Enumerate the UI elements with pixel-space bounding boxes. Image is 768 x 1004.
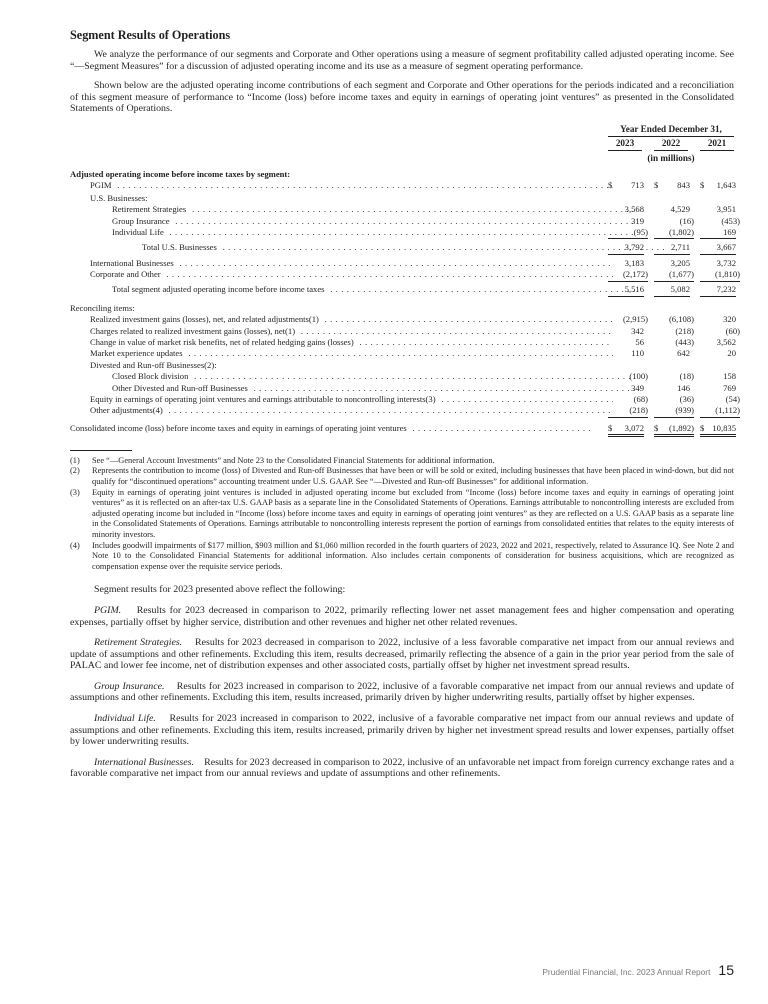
footnote-divider — [70, 450, 132, 451]
cell-2023: 3,568 — [624, 204, 644, 215]
cell-2022: (443) — [675, 337, 694, 348]
intro-paragraph-2: Shown below are the adjusted operating income contributions of each segment and Corporate and Other operations for the periods indicated and a reconciliation of this segment measure of performance to “Income (loss) before income taxes and equity in earnings of operating joint ventures” as presented in the Consolidated Statements of Operations. — [70, 80, 734, 115]
cell-2021: 3,951 — [716, 204, 736, 215]
table-row-market-risk-benefits — [70, 337, 734, 348]
cell-2023: 349 — [631, 382, 644, 393]
cell-2022: 3,205 — [670, 257, 690, 268]
cell-2023: (95) — [608, 227, 648, 239]
intro-paragraph-1: We analyze the performance of our segments and Corporate and Other operations using a measure of segment profitability called adjusted operating income. See “—Segment Measures” for a discussion of adjusted operating income and its use as a measure of segment operating performance. — [70, 49, 734, 72]
cell-2022: (6,108) — [668, 314, 694, 325]
footnote-1: (1) See “—General Account Investments” and Note 23 to the Consolidated Financial Statements for additional information. — [70, 455, 495, 465]
segment-narrative — [70, 584, 734, 780]
narrative-pgim: PGIM. Results for 2023 decreased in comparison to 2022, primarily reflecting lower net asset management fees and higher compensation and operating expenses, partially offset by higher service, distribution and other revenues and higher net other related revenues. — [70, 604, 734, 628]
footnotes — [70, 456, 734, 573]
footnote-3: (3) Equity in earnings of operating joint ventures is included in adjusted operating income but excluded from “Income (loss) before income taxes and equity in earnings of operating joint ventures” as it is reflected on an after-tax U.S. GAAP basis as a separate line in the Consolidated Statements of Operations. Earnings attributable to noncontrolling interests are excluded from adjusted operating income but included in “Income (loss) before income taxes and equity in earnings of operating joint ventures” as they are reflected on a U.S. GAAP basis as a separate line in the Consolidated Statements of Operations. Earnings attributable to noncontrolling interests represent the portion of earnings from consolidated entities that relates to the equity interests of minority investors. — [70, 487, 734, 539]
column-header-2022: 2022 — [654, 137, 688, 151]
row-label: Divested and Run-off Businesses(2): — [90, 359, 217, 370]
row-label: Equity in earnings of operating joint ventures and earnings attributable to noncontrolling interests(3) . . . — [70, 394, 613, 405]
cell-2021: 169 — [700, 227, 736, 239]
row-label: International Businesses . . . — [70, 258, 613, 269]
narrative-retirement-strategies: Retirement Strategies. Results for 2023 decreased in comparison to 2022, inclusive of a less favorable comparative net impact from our annual reviews and update of assumptions and other refinements. Excluding this item, results decreased, primarily reflecting the absence of a gain in the prior year period from the sale of PALAC and lower fee income, net of distribution expenses and other associated costs, partially offset by higher net investment spread results. — [70, 637, 735, 672]
section-heading: Adjusted operating income before income taxes by segment: — [70, 168, 291, 179]
cell-2022: 5,082 — [654, 284, 690, 296]
table-row-other-adjustments — [70, 405, 740, 416]
cell-2021: 320 — [723, 314, 736, 325]
table-row-divested-heading — [70, 360, 734, 371]
cell-2021: (1,112) — [700, 405, 740, 417]
cell-2023: (68) — [633, 394, 648, 404]
row-label: Retirement Strategies . . . — [70, 204, 635, 215]
cell-2022: 2,711 — [654, 242, 690, 254]
cell-2021: (54) — [725, 394, 740, 404]
table-row-us-businesses — [70, 193, 734, 204]
cell-2021: (453) — [721, 215, 740, 226]
table-row-equity-jv — [70, 394, 740, 405]
section-title: Segment Results of Operations — [70, 28, 231, 42]
cell-2022: (1,677) — [654, 269, 694, 281]
table-row-group-insurance — [70, 215, 740, 227]
table-row-reconciling-items — [70, 303, 734, 314]
cell-2023: $ 3,072 — [608, 423, 644, 437]
row-label: PGIM . . . — [70, 180, 613, 191]
cell-2023: (2,915) — [622, 314, 648, 325]
segment-results-table — [70, 123, 740, 436]
narrative-group-insurance: Group Insurance. Results for 2023 increased in comparison to 2022, inclusive of a favorable comparative net impact from our annual reviews and update of assumptions and other refinements. Excluding this item, results increased, primarily driven by higher underwriting results, partially offset by higher expenses. — [70, 680, 734, 704]
page-number: 15 — [718, 962, 734, 978]
cell-2022: (218) — [675, 325, 694, 336]
row-label: Total segment adjusted operating income before income taxes . . . — [70, 284, 635, 295]
cell-2022: $ 843 — [654, 180, 690, 191]
cell-2022: 642 — [677, 348, 690, 359]
cell-2023: $ 713 — [608, 180, 644, 191]
year-columns — [608, 137, 734, 151]
row-label: Closed Block division . . . — [70, 371, 635, 382]
cell-2022: (18) — [679, 371, 694, 382]
table-row-other-divested — [70, 383, 734, 394]
cell-2022: $ (1,892) — [654, 423, 694, 437]
period-header: Year Ended December 31, — [608, 123, 734, 137]
cell-2023: (218) — [608, 405, 648, 417]
row-label: Charges related to realized investment gains (losses), net(1) . . . — [70, 326, 613, 337]
cell-2023: 110 — [631, 348, 644, 359]
cell-2022: 146 — [677, 382, 690, 393]
table-row-total-us-businesses — [70, 242, 734, 253]
cell-2023: 56 — [635, 337, 644, 348]
cell-2021: $ 10,835 — [700, 423, 736, 437]
narrative-international-businesses: International Businesses. Results for 2023 decreased in comparison to 2022, inclusive of an unfavorable net impact from foreign currency exchange rates and a favorable comparative net impact from our annual reviews and update of assumptions and other refinements. — [70, 756, 735, 780]
narrative-lead: Segment results for 2023 presented above reflect the following: — [94, 584, 346, 596]
row-label: Group Insurance . . . — [70, 216, 635, 227]
table-row-consolidated-income — [70, 423, 734, 436]
cell-2021: 3,667 — [700, 242, 736, 254]
cell-2021: 7,232 — [700, 284, 736, 296]
row-label: Market experience updates . . . — [70, 348, 613, 359]
column-header-2021: 2021 — [700, 137, 734, 151]
cell-2023: 3,183 — [624, 257, 644, 268]
row-label: Total U.S. Businesses . . . — [70, 242, 665, 253]
cell-2023: (100) — [629, 371, 648, 382]
row-label: Reconciling items: — [70, 302, 135, 313]
row-label: Consolidated income (loss) before income taxes and equity in earnings of operating joint ventures . . . — [70, 423, 593, 434]
report-name: Prudential Financial, Inc. 2023 Annual Report — [542, 967, 711, 977]
page-content — [70, 28, 740, 789]
row-label: Corporate and Other . . . — [70, 269, 613, 280]
cell-2022: (1,802) — [654, 227, 694, 239]
cell-2023: 5,516 — [608, 284, 644, 296]
table-row-closed-block — [70, 371, 734, 382]
page-footer — [542, 962, 734, 978]
row-label: Change in value of market risk benefits, net of related hedging gains (losses) . . . — [70, 337, 613, 348]
row-label: Other adjustments(4) . . . — [70, 405, 613, 416]
row-label: Realized investment gains (losses), net, and related adjustments(1) . . . — [70, 314, 613, 325]
cell-2022: (939) — [654, 405, 694, 417]
footnote-4: (4) Includes goodwill impairments of $177 million, $903 million and $1,060 million recorded in the fourth quarters of 2023, 2022 and 2021, respectively, related to Assurance IQ. See Note 2 and Note 10 to the Consolidated Financial Statements for additional information. Also includes certain components of consideration for business acquisitions, which are recognized as compensation expense over the requisite service periods. — [70, 540, 734, 571]
table-row-realized-gains — [70, 314, 734, 325]
footnote-2: (2) Represents the contribution to income (loss) of Divested and Run-off Businesses that have been or will be sold or exited, including businesses that have been placed in wind-down, but did not qualify for “discontinued operations” accounting treatment under U.S. GAAP. See “—Divested and Run-off Businesses” for additional information. — [70, 466, 734, 486]
narrative-individual-life: Individual Life. Results for 2023 increased in comparison to 2022, inclusive of a favorable comparative net impact from our annual reviews and update of assumptions and other refinements. Excluding this item, results increased, primarily driven by higher net investment spread results and lower expenses, partially offset by lower underwriting results. — [70, 713, 735, 748]
table-row-retirement-strategies — [70, 204, 734, 215]
column-header-2023: 2023 — [608, 137, 642, 151]
cell-2021: 3,562 — [716, 337, 736, 348]
cell-2023: 3,792 — [608, 242, 644, 254]
cell-2023: 342 — [631, 325, 644, 336]
cell-2022: (36) — [679, 394, 694, 404]
table-row-market-experience — [70, 348, 734, 359]
cell-2022: (16) — [679, 215, 694, 226]
cell-2021: $ 1,643 — [700, 180, 736, 191]
table-row-international-businesses — [70, 258, 734, 269]
cell-2021: 158 — [723, 371, 736, 382]
cell-2021: 20 — [727, 348, 736, 359]
cell-2021: 769 — [723, 382, 736, 393]
table-row-charges-realized — [70, 325, 740, 337]
table-row-pgim — [70, 180, 734, 191]
table-header — [70, 123, 734, 167]
row-label: Individual Life . . . — [70, 227, 635, 238]
table-row-individual-life — [70, 227, 734, 238]
row-label: U.S. Businesses: — [90, 192, 148, 203]
cell-2023: (2,172) — [608, 269, 648, 281]
units-label: (in millions) — [647, 152, 695, 163]
cell-2021: (60) — [725, 325, 740, 336]
section-heading-row — [70, 169, 734, 180]
table-row-corporate-and-other — [70, 269, 740, 280]
row-label: Other Divested and Run-off Businesses . . . — [70, 383, 635, 394]
cell-2021: 3,732 — [716, 257, 736, 268]
table-row-total-segment — [70, 284, 734, 295]
cell-2021: (1,810) — [700, 269, 740, 281]
cell-2022: 4,529 — [670, 204, 690, 215]
cell-2023: 319 — [631, 215, 644, 226]
